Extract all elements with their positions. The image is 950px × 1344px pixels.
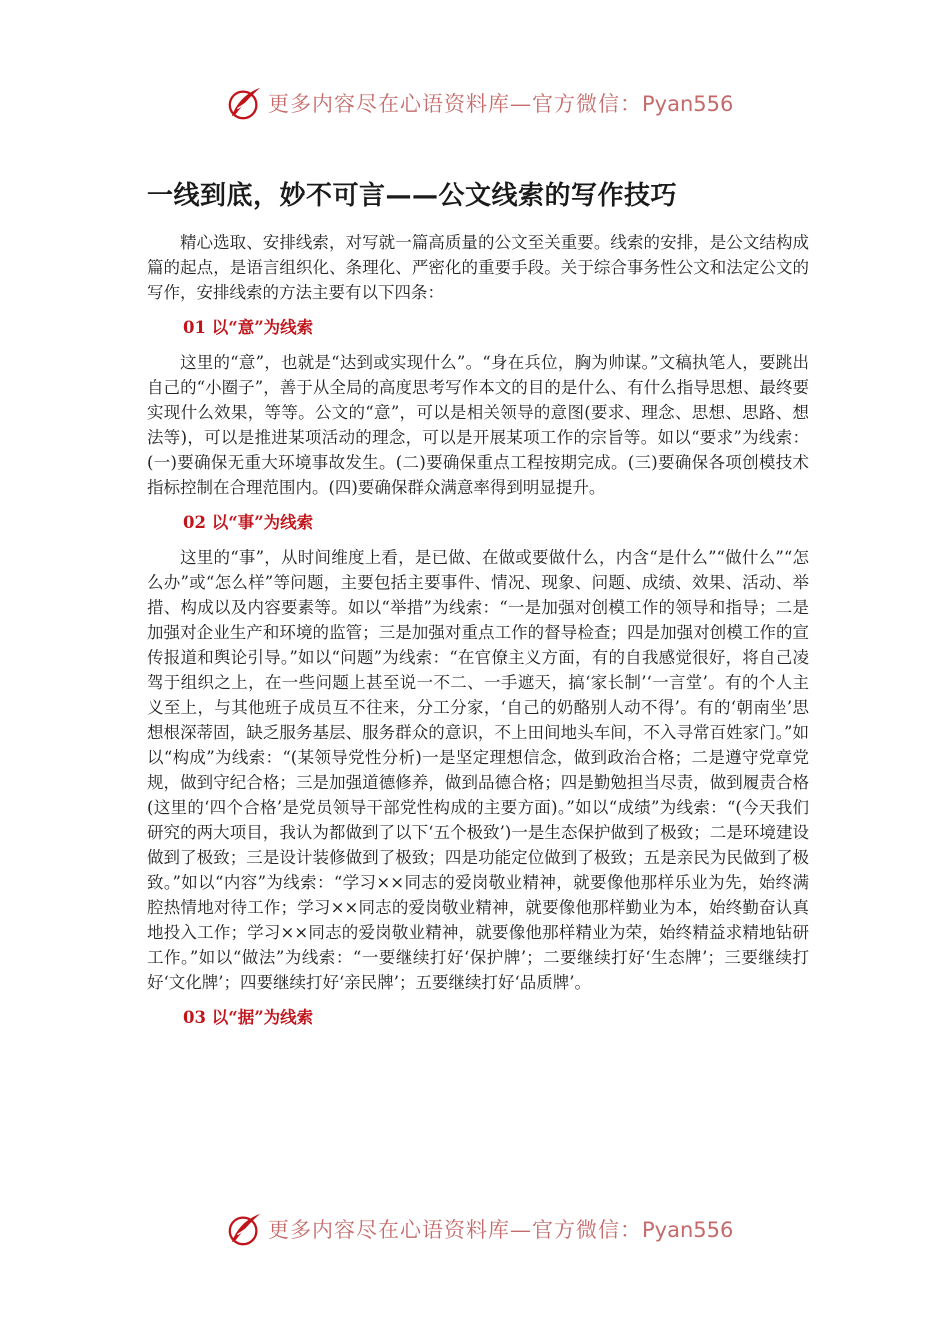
- watermark-text: 更多内容尽在心语资料库—官方微信：Pyan556: [268, 92, 734, 116]
- document-body: [147, 230, 809, 1040]
- section-3-heading: 03 以“据”为线索: [183, 1008, 314, 1027]
- section-2-heading: 02 以“事”为线索: [183, 513, 314, 532]
- section-1-paragraph: 这里的“意”，也就是“达到或实现什么”。“身在兵位，胸为帅谋。”文稿执笔人，要跳出自己的“小圈子”，善于从全局的高度思考写作本文的目的是什么、有什么指导思想、最终要实现什么效果，等等。公文的“意”，可以是相关领导的意图(要求、理念、思想、思路、想法等)，可以是推进某项活动的理念，可以是开展某项工作的宗旨等。如以“要求”为线索：(一)要确保无重大环境事故发生。(二)要确保重点工程按期完成。(三)要确保各项创模技术指标控制在合理范围内。(四)要确保群众满意率得到明显提升。: [147, 353, 809, 497]
- document-title: 一线到底，妙不可言——公文线索的写作技巧: [147, 181, 678, 211]
- pen-logo-icon: [226, 84, 264, 122]
- wechat-handle: Pyan556: [642, 1218, 734, 1242]
- watermark-text: 更多内容尽在心语资料库—官方微信：Pyan556: [268, 1218, 734, 1242]
- pen-logo-icon: [226, 1210, 264, 1248]
- section-2-paragraph: 这里的“事”，从时间维度上看，是已做、在做或要做什么，内含“是什么”“做什么”“怎么办”或“怎么样”等问题，主要包括主要事件、情况、现象、问题、成绩、效果、活动、举措、构成以及内容要素等。如以“举措”为线索：“一是加强对创模工作的领导和指导；二是加强对企业生产和环境的监管；三是加强对重点工作的督导检查；四是加强对创模工作的宣传报道和舆论引导。”如以“问题”为线索：“在官僚主义方面，有的自我感觉很好，将自己凌驾于组织之上，在一些问题上甚至说一不二、一手遮天，搞‘家长制’‘一言堂’。有的个人主义至上，与其他班子成员互不往来，分工分家，‘自己的奶酪别人动不得’。有的‘朝南坐’思想根深蒂固，缺乏服务基层、服务群众的意识，不上田间地头车间，不入寻常百姓家门。”如以“构成”为线索：“(某领导党性分析)一是坚定理想信念，做到政治合格；二是遵守党章党规，做到守纪合格；三是加强道德修养，做到品德合格；四是勤勉担当尽责，做到履责合格(这里的‘四个合格’是党员领导干部党性构成的主要方面)。”如以“成绩”为线索：“(今天我们研究的两大项目，我认为都做到了以下‘五个极致’)一是生态保护做到了极致；二是环境建设做到了极致；三是设计装修做到了极致；四是功能定位做到了极致；五是亲民为民做到了极致。”如以“内容”为线索：“学习××同志的爱岗敬业精神，就要像他那样乐业为先，始终满腔热情地对待工作；学习××同志的爱岗敬业精神，就要像他那样勤业为本，始终勤奋认真地投入工作；学习××同志的爱岗敬业精神，就要像他那样精业为荣，始终精益求精地钻研工作。”如以“做法”为线索：“一要继续打好‘保护牌’；二要继续打好‘生态牌’；三要继续打好‘文化牌’；四要继续打好‘亲民牌’；五要继续打好‘品质牌’。: [147, 548, 809, 992]
- footer-watermark: [0, 1204, 950, 1254]
- wechat-handle: Pyan556: [642, 92, 734, 116]
- section-1-heading: 01 以“意”为线索: [183, 318, 314, 337]
- header-watermark: [0, 78, 950, 128]
- intro-paragraph: 精心选取、安排线索，对写就一篇高质量的公文至关重要。线索的安排，是公文结构成篇的起点，是语言组织化、条理化、严密化的重要手段。关于综合事务性公文和法定公文的写作，安排线索的方法主要有以下四条：: [147, 233, 809, 302]
